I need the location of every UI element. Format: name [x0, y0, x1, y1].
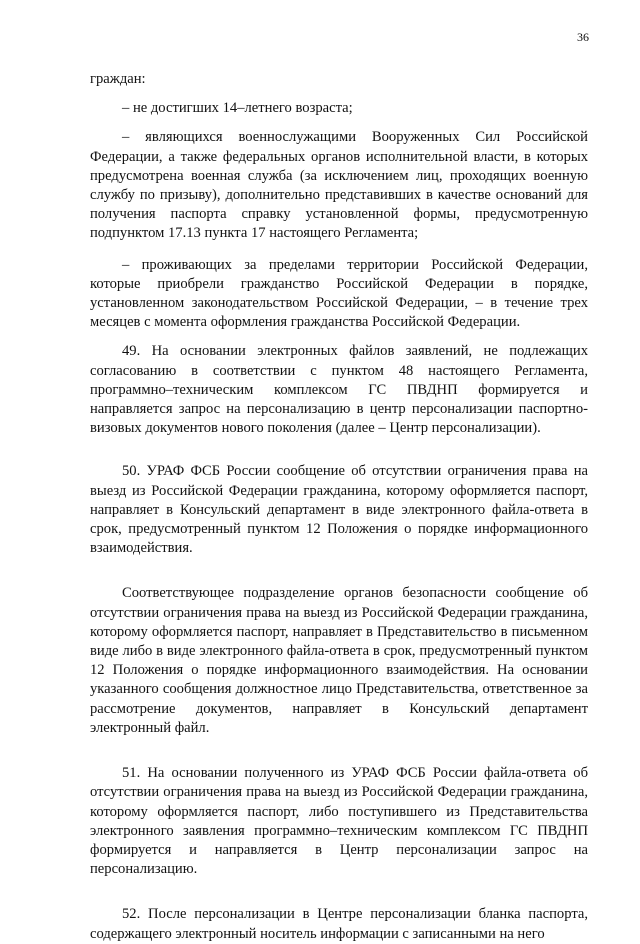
paragraph-list-item-military: – являющихся военнослужащими Вооруженных Сил Российской Федерации, а также федеральных органов исполнительной власти, в которых предусмотрена военная служба (за исключением лиц, проходящих военную службу по призыву), дополнительно представивших в качестве оснований для получения паспорта справку установленной формы, предусмотренную подпунктом 17.13 пункта 17 настоящего Регламента;	[90, 129, 588, 242]
paragraph-item-49: 49. На основании электронных файлов заявлений, не подлежащих согласованию в соответствии с пунктом 48 настоящего Регламента, программно–техническим комплексом ГС ПВДНП формируется и направляется запрос на персонализацию в центр персонализации паспортно-визовых документов нового поколения (далее – Центр персонализации).	[90, 343, 588, 437]
page-number: 36	[577, 30, 589, 44]
paragraph-security-body: Соответствующее подразделение органов безопасности сообщение об отсутствии ограничения права на выезд из Российской Федерации гражданина, которому оформляется паспорт, направляет в Представительство в письменном виде либо в виде электронного файла-ответа в срок, предусмотренный пунктом 12 Положения о порядке информационного взаимодействия. На основании указанного сообщения должностное лицо Представительства, ответственное за рассмотрение документов, направляет в Консульский департамент электронный файл.	[90, 585, 588, 736]
document-body	[90, 70, 588, 944]
paragraph-item-51: 51. На основании полученного из УРАФ ФСБ России файла-ответа об отсутствии ограничения права на выезд из Российской Федерации гражданина, которому оформляется паспорт, либо поступившего из Представительства электронного заявления программно–техническим комплексом ГС ПВДНП формируется и направляется в Центр персонализации запрос на персонализацию.	[90, 765, 588, 878]
paragraph-item-52: 52. После персонализации в Центре персонализации бланка паспорта, содержащего электронный носитель информации с записанными на него	[90, 906, 588, 942]
paragraph-list-item-abroad: – проживающих за пределами территории Российской Федерации, которые приобрели гражданство Российской Федерации в порядке, установленном законодательством Российской Федерации, – в течение трех месяцев с момента оформления гражданства Российской Федерации.	[90, 256, 588, 331]
paragraph-list-item-age: – не достигших 14–летнего возраста;	[122, 100, 353, 117]
paragraph-intro: граждан:	[90, 71, 146, 87]
paragraph-item-50: 50. УРАФ ФСБ России сообщение об отсутствии ограничения права на выезд из Российской Федерации гражданина, которому оформляется паспорт, направляет в Консульский департамент в виде электронного файла-ответа в срок, предусмотренный пунктом 12 Положения о порядке информационного взаимодействия.	[90, 463, 588, 557]
